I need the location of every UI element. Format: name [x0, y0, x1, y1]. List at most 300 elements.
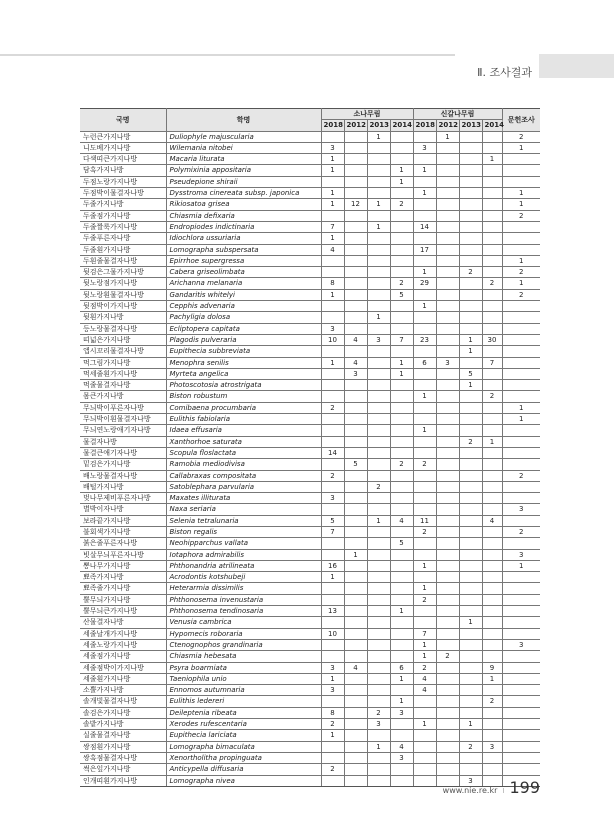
larch-count-cell — [459, 515, 482, 526]
larch-count-cell — [436, 583, 459, 594]
pine-count-cell: 1 — [367, 312, 390, 323]
pine-count-cell — [344, 594, 367, 605]
larch-count-cell — [413, 346, 436, 357]
larch-count-cell — [482, 526, 502, 537]
literature-count-cell: 2 — [502, 526, 540, 537]
pine-count-cell — [390, 210, 413, 221]
table-row — [80, 436, 540, 447]
korean-name-cell: 빗살무늬푸른자나방 — [80, 549, 166, 560]
pine-count-cell — [390, 267, 413, 278]
table-row — [80, 730, 540, 741]
table-row — [80, 131, 540, 142]
korean-name-cell: 두줄짤룩가지나방 — [80, 221, 166, 232]
scientific-name-cell: Callabraxas compositata — [166, 470, 321, 481]
larch-count-cell — [482, 380, 502, 391]
larch-count-cell — [413, 730, 436, 741]
table-row — [80, 639, 540, 650]
pine-count-cell — [367, 572, 390, 583]
table-row — [80, 221, 540, 232]
table-row — [80, 459, 540, 470]
larch-count-cell — [413, 154, 436, 165]
table-row — [80, 583, 540, 594]
pine-count-cell: 2 — [321, 402, 344, 413]
larch-count-cell: 1 — [436, 131, 459, 142]
pine-count-cell — [367, 357, 390, 368]
pine-count-cell — [321, 255, 344, 266]
larch-count-cell: 1 — [459, 617, 482, 628]
scientific-name-cell: Psyra boarmiata — [166, 662, 321, 673]
larch-count-cell — [436, 414, 459, 425]
pine-count-cell — [321, 414, 344, 425]
pine-count-cell — [344, 278, 367, 289]
pine-count-cell — [390, 447, 413, 458]
pine-count-cell — [390, 414, 413, 425]
table-row — [80, 515, 540, 526]
scientific-name-cell: Idaea effusaria — [166, 425, 321, 436]
korean-name-cell: 무늬박이푸른자나방 — [80, 402, 166, 413]
pine-count-cell: 2 — [390, 278, 413, 289]
larch-count-cell — [436, 639, 459, 650]
larch-count-cell — [413, 289, 436, 300]
pine-count-cell — [321, 617, 344, 628]
korean-name-cell: 뒷노랑점가지나방 — [80, 278, 166, 289]
korean-name-cell: 물결자나방 — [80, 436, 166, 447]
pine-count-cell — [344, 504, 367, 515]
table-row — [80, 368, 540, 379]
chapter-title: Ⅱ. 조사결과 — [477, 66, 532, 79]
pine-count-cell — [344, 628, 367, 639]
pine-count-cell: 3 — [367, 719, 390, 730]
larch-count-cell: 4 — [482, 515, 502, 526]
larch-count-cell — [459, 131, 482, 142]
pine-count-cell: 4 — [321, 244, 344, 255]
pine-count-cell — [344, 481, 367, 492]
larch-count-cell — [459, 628, 482, 639]
pine-count-cell — [390, 380, 413, 391]
korean-name-cell: 솔밭가지나방 — [80, 719, 166, 730]
pine-count-cell — [367, 278, 390, 289]
literature-count-cell — [502, 730, 540, 741]
footer-separator: I — [502, 787, 505, 795]
pine-count-cell — [321, 594, 344, 605]
larch-count-cell — [482, 764, 502, 775]
larch-count-cell — [436, 210, 459, 221]
larch-count-cell — [413, 617, 436, 628]
larch-count-cell: 1 — [459, 346, 482, 357]
pine-count-cell: 8 — [321, 707, 344, 718]
table-row — [80, 255, 540, 266]
larch-count-cell — [482, 538, 502, 549]
pine-count-cell — [344, 764, 367, 775]
scientific-name-cell: Eupithecia lariciata — [166, 730, 321, 741]
larch-count-cell — [459, 493, 482, 504]
larch-count-cell — [413, 707, 436, 718]
larch-count-cell — [459, 221, 482, 232]
scientific-name-cell: Cabera griseolimbata — [166, 267, 321, 278]
pine-count-cell — [321, 651, 344, 662]
larch-count-cell — [436, 380, 459, 391]
literature-count-cell: 3 — [502, 549, 540, 560]
col-header-pine-year: 2012 — [344, 120, 367, 131]
larch-count-cell — [482, 493, 502, 504]
pine-count-cell — [344, 526, 367, 537]
pine-count-cell — [367, 617, 390, 628]
literature-count-cell: 1 — [502, 402, 540, 413]
larch-count-cell — [459, 244, 482, 255]
pine-count-cell: 8 — [321, 278, 344, 289]
literature-count-cell: 1 — [502, 414, 540, 425]
korean-name-cell: 두줄점가지나방 — [80, 210, 166, 221]
pine-count-cell: 3 — [390, 752, 413, 763]
pine-count-cell — [367, 165, 390, 176]
pine-count-cell — [321, 176, 344, 187]
pine-count-cell — [344, 606, 367, 617]
pine-count-cell — [367, 391, 390, 402]
larch-count-cell: 1 — [482, 154, 502, 165]
pine-count-cell — [367, 752, 390, 763]
larch-count-cell — [436, 764, 459, 775]
larch-count-cell: 2 — [436, 651, 459, 662]
scientific-name-cell: Xanthorhoe saturata — [166, 436, 321, 447]
pine-count-cell — [390, 188, 413, 199]
pine-count-cell: 12 — [344, 199, 367, 210]
pine-count-cell — [390, 402, 413, 413]
scientific-name-cell: Chiasmia hebesata — [166, 651, 321, 662]
larch-count-cell — [459, 312, 482, 323]
larch-count-cell — [459, 255, 482, 266]
literature-count-cell — [502, 233, 540, 244]
larch-count-cell — [459, 673, 482, 684]
korean-name-cell: 니도베가지나방 — [80, 142, 166, 153]
larch-count-cell — [482, 255, 502, 266]
table-row — [80, 323, 540, 334]
pine-count-cell — [367, 323, 390, 334]
larch-count-cell — [436, 719, 459, 730]
pine-count-cell — [367, 549, 390, 560]
pine-count-cell — [367, 233, 390, 244]
larch-count-cell — [436, 481, 459, 492]
larch-count-cell — [459, 538, 482, 549]
korean-name-cell: 두흰줄물결자나방 — [80, 255, 166, 266]
larch-count-cell — [413, 504, 436, 515]
pine-count-cell: 3 — [321, 493, 344, 504]
korean-name-cell: 썩은잎가지나방 — [80, 764, 166, 775]
pine-count-cell: 1 — [321, 730, 344, 741]
korean-name-cell: 띠넓은가지나방 — [80, 334, 166, 345]
larch-count-cell — [413, 572, 436, 583]
larch-count-cell — [436, 459, 459, 470]
pine-count-cell: 10 — [321, 628, 344, 639]
table-row — [80, 481, 540, 492]
larch-count-cell: 2 — [459, 436, 482, 447]
larch-count-cell — [413, 368, 436, 379]
pine-count-cell: 1 — [390, 357, 413, 368]
korean-name-cell: 뒷검은그물가지나방 — [80, 267, 166, 278]
larch-count-cell — [436, 526, 459, 537]
pine-count-cell — [367, 368, 390, 379]
larch-count-cell — [482, 233, 502, 244]
pine-count-cell — [390, 425, 413, 436]
larch-count-cell — [459, 526, 482, 537]
larch-count-cell: 1 — [413, 425, 436, 436]
col-header-larch-forest: 신갈나무림 — [413, 109, 502, 120]
larch-count-cell — [459, 606, 482, 617]
scientific-name-cell: Anticypella diffusaria — [166, 764, 321, 775]
pine-count-cell: 1 — [321, 233, 344, 244]
col-header-pine-year: 2014 — [390, 120, 413, 131]
literature-count-cell — [502, 346, 540, 357]
literature-count-cell — [502, 515, 540, 526]
korean-name-cell: 쌍흑점물결자나방 — [80, 752, 166, 763]
larch-count-cell: 9 — [482, 662, 502, 673]
pine-count-cell — [321, 481, 344, 492]
larch-count-cell — [436, 346, 459, 357]
larch-count-cell — [459, 233, 482, 244]
pine-count-cell — [321, 425, 344, 436]
larch-count-cell — [482, 188, 502, 199]
col-header-larch-year: 2018 — [413, 120, 436, 131]
korean-name-cell: 무늬연노랑애기자나방 — [80, 425, 166, 436]
larch-count-cell — [436, 617, 459, 628]
table-row — [80, 707, 540, 718]
table-row — [80, 572, 540, 583]
korean-name-cell: 먹세줄흰가지나방 — [80, 368, 166, 379]
pine-count-cell: 10 — [321, 334, 344, 345]
larch-count-cell: 2 — [413, 594, 436, 605]
pine-count-cell — [321, 210, 344, 221]
pine-count-cell — [321, 741, 344, 752]
pine-count-cell: 3 — [367, 334, 390, 345]
table-row — [80, 391, 540, 402]
larch-count-cell — [436, 572, 459, 583]
pine-count-cell — [367, 210, 390, 221]
larch-count-cell — [436, 188, 459, 199]
literature-count-cell — [502, 244, 540, 255]
col-header-larch-year: 2012 — [436, 120, 459, 131]
pine-count-cell: 1 — [321, 165, 344, 176]
pine-count-cell — [367, 538, 390, 549]
larch-count-cell — [482, 504, 502, 515]
pine-count-cell — [344, 425, 367, 436]
larch-count-cell: 2 — [482, 278, 502, 289]
table-row — [80, 301, 540, 312]
larch-count-cell — [413, 233, 436, 244]
pine-count-cell — [344, 267, 367, 278]
korean-name-cell: 뿔무늬가지나방 — [80, 594, 166, 605]
larch-count-cell: 1 — [413, 188, 436, 199]
literature-count-cell — [502, 538, 540, 549]
scientific-name-cell: Ctenognophos grandinaria — [166, 639, 321, 650]
pine-count-cell — [367, 504, 390, 515]
col-header-larch-year: 2014 — [482, 120, 502, 131]
pine-count-cell: 2 — [367, 707, 390, 718]
larch-count-cell — [436, 447, 459, 458]
pine-count-cell — [321, 131, 344, 142]
korean-name-cell: 세줄점가지나방 — [80, 651, 166, 662]
korean-name-cell: 보라끝가지나방 — [80, 515, 166, 526]
larch-count-cell: 29 — [413, 278, 436, 289]
larch-count-cell — [482, 572, 502, 583]
pine-count-cell — [390, 233, 413, 244]
table-row — [80, 549, 540, 560]
pine-count-cell — [390, 639, 413, 650]
larch-count-cell — [459, 154, 482, 165]
larch-count-cell — [436, 402, 459, 413]
table-row — [80, 538, 540, 549]
pine-count-cell — [321, 696, 344, 707]
larch-count-cell: 1 — [413, 165, 436, 176]
larch-count-cell — [482, 323, 502, 334]
larch-count-cell — [482, 244, 502, 255]
larch-count-cell — [413, 481, 436, 492]
pine-count-cell — [390, 142, 413, 153]
scientific-name-cell: Taeniophila unio — [166, 673, 321, 684]
literature-count-cell — [502, 606, 540, 617]
table-row — [80, 673, 540, 684]
scientific-name-cell: Eupithecia subbreviata — [166, 346, 321, 357]
pine-count-cell: 1 — [321, 572, 344, 583]
pine-count-cell — [344, 210, 367, 221]
pine-count-cell — [367, 447, 390, 458]
scientific-name-cell: Menophra senilis — [166, 357, 321, 368]
scientific-name-cell: Comibaena procumbaria — [166, 402, 321, 413]
table-row — [80, 447, 540, 458]
scientific-name-cell: Dysstroma cinereata subsp. japonica — [166, 188, 321, 199]
table-row — [80, 312, 540, 323]
pine-count-cell: 7 — [390, 334, 413, 345]
pine-count-cell — [321, 346, 344, 357]
pine-count-cell — [367, 301, 390, 312]
larch-count-cell: 1 — [459, 719, 482, 730]
pine-count-cell — [367, 402, 390, 413]
scientific-name-cell: Iotaphora admirabilis — [166, 549, 321, 560]
pine-count-cell — [390, 493, 413, 504]
pine-count-cell — [390, 391, 413, 402]
pine-count-cell — [321, 504, 344, 515]
pine-count-cell: 6 — [390, 662, 413, 673]
literature-count-cell — [502, 707, 540, 718]
larch-count-cell — [413, 549, 436, 560]
scientific-name-cell: Pseudepione shiraii — [166, 176, 321, 187]
korean-name-cell: 배털가지나방 — [80, 481, 166, 492]
pine-count-cell: 1 — [390, 176, 413, 187]
pine-count-cell: 2 — [321, 719, 344, 730]
literature-count-cell: 1 — [502, 188, 540, 199]
larch-count-cell — [482, 685, 502, 696]
larch-count-cell: 3 — [459, 775, 482, 786]
scientific-name-cell: Venusia cambrica — [166, 617, 321, 628]
scientific-name-cell: Pachyligia dolosa — [166, 312, 321, 323]
pine-count-cell — [321, 380, 344, 391]
pine-count-cell: 5 — [344, 459, 367, 470]
korean-name-cell: 밑검은가지나방 — [80, 459, 166, 470]
scientific-name-cell: Phthonosema invenustaria — [166, 594, 321, 605]
pine-count-cell — [367, 176, 390, 187]
larch-count-cell — [436, 301, 459, 312]
literature-count-cell — [502, 696, 540, 707]
literature-count-cell — [502, 436, 540, 447]
table-row — [80, 233, 540, 244]
pine-count-cell — [367, 639, 390, 650]
korean-name-cell: 인개띠흰가지나방 — [80, 775, 166, 786]
pine-count-cell: 2 — [367, 481, 390, 492]
scientific-name-cell: Arichanna melanaria — [166, 278, 321, 289]
larch-count-cell: 11 — [413, 515, 436, 526]
pine-count-cell: 3 — [344, 368, 367, 379]
pine-count-cell: 2 — [390, 199, 413, 210]
pine-count-cell — [390, 504, 413, 515]
pine-count-cell — [344, 639, 367, 650]
pine-count-cell — [344, 221, 367, 232]
pine-count-cell: 5 — [390, 538, 413, 549]
larch-count-cell — [459, 572, 482, 583]
larch-count-cell: 1 — [413, 267, 436, 278]
larch-count-cell — [436, 176, 459, 187]
larch-count-cell: 1 — [413, 719, 436, 730]
larch-count-cell — [436, 289, 459, 300]
col-header-korean-name: 국명 — [80, 109, 166, 132]
pine-count-cell — [344, 346, 367, 357]
larch-count-cell — [436, 470, 459, 481]
scientific-name-cell: Epirrhoe supergressa — [166, 255, 321, 266]
pine-count-cell — [344, 414, 367, 425]
table-row — [80, 470, 540, 481]
larch-count-cell — [413, 255, 436, 266]
pine-count-cell: 1 — [390, 673, 413, 684]
table-row — [80, 188, 540, 199]
pine-count-cell — [390, 131, 413, 142]
table-row — [80, 719, 540, 730]
larch-count-cell: 1 — [413, 583, 436, 594]
pine-count-cell — [344, 391, 367, 402]
scientific-name-cell: Scopula floslactata — [166, 447, 321, 458]
scientific-name-cell: Deileptenia ribeata — [166, 707, 321, 718]
pine-count-cell — [344, 730, 367, 741]
larch-count-cell — [482, 414, 502, 425]
pine-count-cell — [367, 685, 390, 696]
literature-count-cell — [502, 752, 540, 763]
korean-name-cell: 뒷점박이가지나방 — [80, 301, 166, 312]
larch-count-cell: 14 — [413, 221, 436, 232]
table-row — [80, 560, 540, 571]
table-row — [80, 662, 540, 673]
table-row — [80, 210, 540, 221]
scientific-name-cell: Satoblephara parvularia — [166, 481, 321, 492]
scientific-name-cell: Idiochlora ussuriaria — [166, 233, 321, 244]
larch-count-cell — [436, 538, 459, 549]
pine-count-cell — [344, 188, 367, 199]
larch-count-cell — [436, 707, 459, 718]
larch-count-cell — [482, 560, 502, 571]
literature-count-cell: 2 — [502, 131, 540, 142]
pine-count-cell — [390, 221, 413, 232]
literature-count-cell — [502, 662, 540, 673]
pine-count-cell — [367, 606, 390, 617]
pine-count-cell — [344, 154, 367, 165]
pine-count-cell — [367, 289, 390, 300]
pine-count-cell — [390, 244, 413, 255]
larch-count-cell: 2 — [413, 459, 436, 470]
larch-count-cell — [413, 436, 436, 447]
larch-count-cell — [482, 301, 502, 312]
table-row — [80, 176, 540, 187]
pine-count-cell — [344, 741, 367, 752]
larch-count-cell — [482, 719, 502, 730]
korean-name-cell: 실줄물결자나방 — [80, 730, 166, 741]
pine-count-cell: 2 — [321, 764, 344, 775]
literature-count-cell — [502, 617, 540, 628]
larch-count-cell — [413, 696, 436, 707]
